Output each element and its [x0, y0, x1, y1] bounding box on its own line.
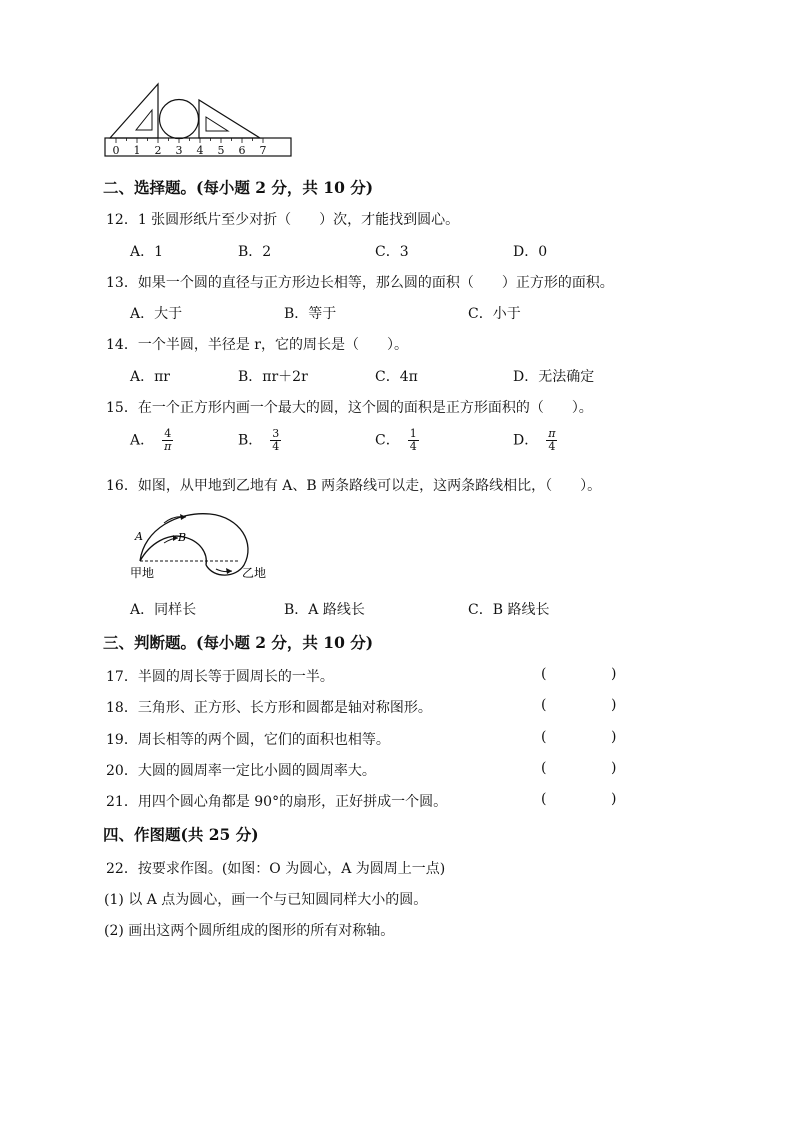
question-21-text: 21．用四个圆心角都是 90°的扇形，正好拼成一个圆。	[106, 794, 448, 810]
q16-option-b[interactable]: B．A 路线长	[284, 602, 365, 618]
answer-paren-close: )	[611, 729, 617, 745]
ruler-triangle-circle-figure	[100, 80, 295, 162]
route-a-label: A	[135, 530, 143, 543]
fraction: $\frac{\pi}{4}$	[548, 427, 556, 453]
question-22-sub1: (1) 以 A 点为圆心，画一个与已知圆同样大小的圆。	[104, 892, 428, 908]
q15-option-b-label: B．	[238, 432, 263, 449]
question-18-text: 18．三角形、正方形、长方形和圆都是轴对称图形。	[106, 700, 432, 716]
q16-option-a[interactable]: A．同样长	[130, 602, 197, 618]
fraction: $\frac{4}{\pi}$	[164, 427, 172, 453]
answer-paren-open: (	[541, 729, 547, 745]
question-17-text: 17．半圆的周长等于圆周长的一半。	[106, 669, 334, 685]
q14-option-c[interactable]: C．4π	[375, 369, 418, 385]
answer-paren-open: (	[541, 791, 547, 807]
start-label: 甲地	[130, 566, 155, 580]
ruler-tick-label: 3	[175, 144, 183, 157]
answer-paren-close: )	[611, 791, 617, 807]
q12-option-b[interactable]: B．2	[238, 244, 272, 260]
q15-option-c-label: C．	[375, 432, 400, 449]
question-12-text: 12．1 张圆形纸片至少对折（ ）次，才能找到圆心。	[106, 212, 460, 228]
section2-heading: 二、选择题。(每小题 2 分，共 10 分)	[103, 178, 374, 197]
question-19-text: 19．周长相等的两个圆，它们的面积也相等。	[106, 732, 390, 748]
ruler-tick-label: 1	[133, 144, 141, 157]
q13-option-c[interactable]: C．小于	[468, 306, 521, 322]
q14-option-a[interactable]: A．πr	[130, 369, 171, 385]
section4-heading: 四、作图题(共 25 分)	[103, 825, 259, 844]
question-13-text: 13．如果一个圆的直径与正方形边长相等，那么圆的面积（ ）正方形的面积。	[106, 275, 614, 291]
answer-paren-open: (	[541, 697, 547, 713]
answer-paren-close: )	[611, 697, 617, 713]
q15-option-d[interactable]	[513, 428, 557, 453]
q12-option-d[interactable]: D．0	[513, 244, 548, 260]
section3-heading: 三、判断题。(每小题 2 分，共 10 分)	[103, 633, 374, 652]
q13-option-a[interactable]: A．大于	[130, 306, 183, 322]
question-15-text: 15．在一个正方形内画一个最大的圆，这个圆的面积是正方形面积的（ ）。	[106, 400, 593, 416]
q15-option-b[interactable]	[238, 428, 281, 453]
fraction: $\frac{1}{4}$	[409, 427, 417, 453]
ruler-tick-label: 6	[238, 144, 246, 157]
answer-paren-close: )	[611, 760, 617, 776]
question-20-text: 20．大圆的圆周率一定比小圆的圆周率大。	[106, 763, 376, 779]
route-figure	[128, 505, 278, 585]
answer-paren-open: (	[541, 760, 547, 776]
question-22-sub2: (2) 画出这两个圆所组成的图形的所有对称轴。	[104, 923, 395, 939]
q16-option-c[interactable]: C．B 路线长	[468, 602, 550, 618]
ruler-tick-label: 0	[112, 144, 120, 157]
ruler-tick-label: 2	[154, 144, 162, 157]
fraction: $\frac{3}{4}$	[272, 427, 280, 453]
q14-option-d[interactable]: D．无法确定	[513, 369, 595, 385]
q12-option-a[interactable]: A．1	[130, 244, 164, 260]
question-22-text: 22．按要求作图。(如图：O 为圆心，A 为圆周上一点)	[106, 861, 446, 877]
question-16-text: 16．如图，从甲地到乙地有 A、B 两条路线可以走，这两条路线相比，（ ）。	[106, 478, 602, 494]
answer-paren-open: (	[541, 666, 547, 682]
route-b-label: B	[178, 531, 187, 544]
q15-option-c[interactable]	[375, 428, 419, 453]
q13-option-b[interactable]: B．等于	[284, 306, 337, 322]
q15-option-d-label: D．	[513, 432, 539, 449]
q15-option-a[interactable]	[130, 428, 173, 453]
ruler-tick-label: 4	[196, 144, 204, 157]
question-14-text: 14．一个半圆，半径是 r，它的周长是（ ）。	[106, 337, 408, 353]
q15-option-a-label: A．	[130, 432, 155, 449]
q12-option-c[interactable]: C．3	[375, 244, 409, 260]
ruler-tick-label: 7	[259, 144, 267, 157]
ruler-tick-label: 5	[217, 144, 225, 157]
end-label: 乙地	[242, 566, 267, 580]
answer-paren-close: )	[611, 666, 617, 682]
q14-option-b[interactable]: B．πr＋2r	[238, 369, 308, 385]
